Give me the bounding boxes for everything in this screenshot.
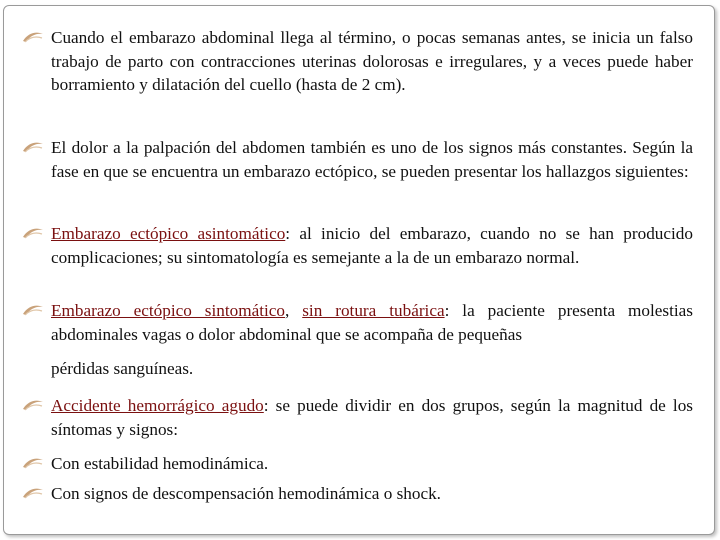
term-link: Embarazo ectópico asintomático: [51, 224, 286, 243]
item-text: Con signos de descompensación hemodinámica o shock.: [51, 484, 441, 503]
list-item: [51, 482, 693, 506]
item-text: : al inicio del embarazo, cuando no se han producido complicaciones; su sintomatología es semejante a la de un embarazo normal.: [51, 224, 693, 267]
swoosh-bullet-icon: [22, 456, 44, 470]
swoosh-bullet-icon: [22, 30, 44, 44]
item-text: : se puede dividir en dos grupos, según la magnitud de los síntomas y signos:: [51, 396, 693, 439]
swoosh-bullet-icon: [22, 398, 44, 412]
list-item: [51, 136, 693, 183]
list-item: [51, 222, 693, 269]
item-text: : la paciente presenta molestias abdominales vagas o dolor abdominal que se acompaña de pequeñas: [51, 301, 693, 344]
list-item: [51, 26, 693, 97]
item-text: Con estabilidad hemodinámica.: [51, 454, 269, 473]
term-link: Accidente hemorrágico agudo: [51, 396, 264, 415]
list-item: [51, 299, 693, 381]
swoosh-bullet-icon: [22, 226, 44, 240]
list-item: [51, 394, 693, 441]
item-text: El dolor a la palpación del abdomen también es uno de los signos más constantes. Según la fase en que se encuentra un embarazo ectópico, se pueden presentar los hallazgos siguientes:: [51, 138, 693, 181]
term-separator: ,: [284, 301, 303, 320]
term-link: sin rotura tubárica: [302, 301, 445, 320]
swoosh-bullet-icon: [22, 303, 44, 317]
item-text: Cuando el embarazo abdominal llega al término, o pocas semanas antes, se inicia un falso trabajo de parto con contracciones uterinas dolorosas e irregulares, y a veces puede haber borramiento y dilatación del cuello (hasta de 2 cm).: [51, 28, 693, 94]
list-item: [51, 452, 693, 476]
term-link: Embarazo ectópico sintomático: [51, 301, 285, 320]
swoosh-bullet-icon: [22, 486, 44, 500]
item-text-continued: pérdidas sanguíneas.: [51, 359, 194, 378]
swoosh-bullet-icon: [22, 140, 44, 154]
